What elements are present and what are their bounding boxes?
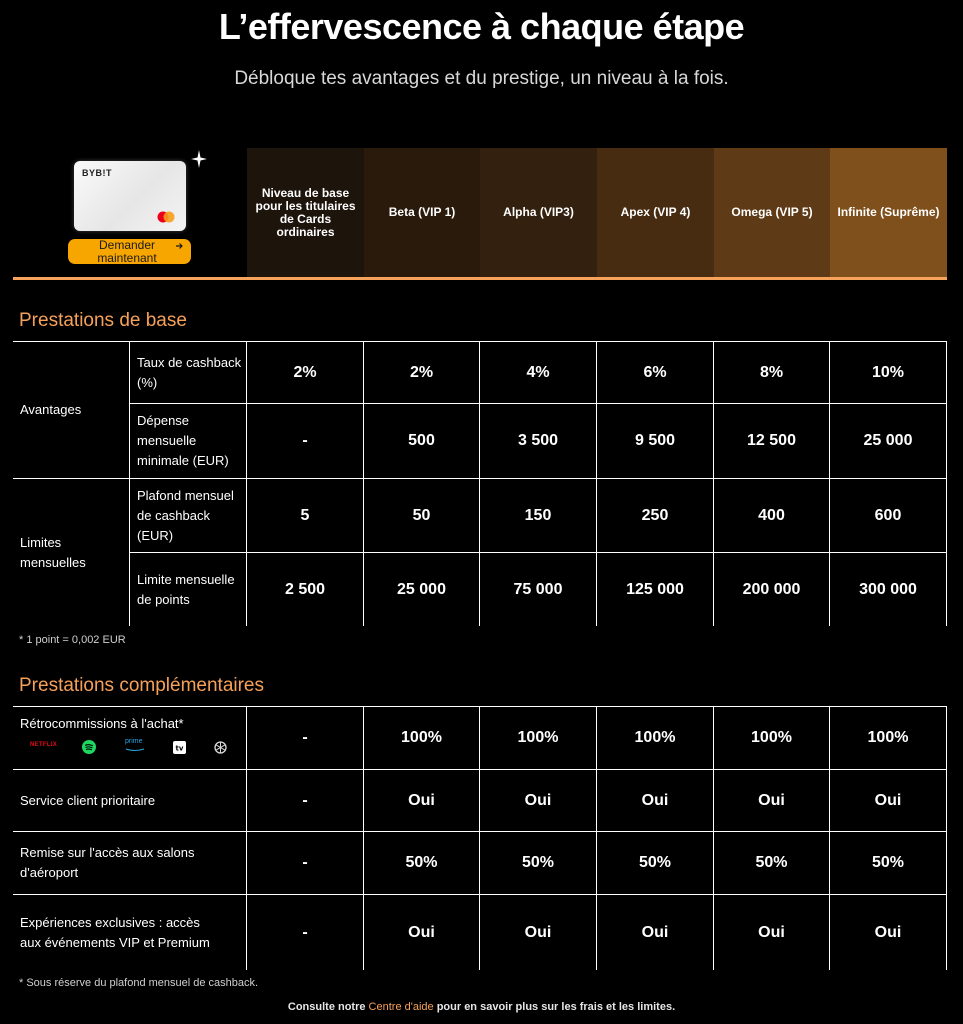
apply-now-label: Demander maintenant — [97, 238, 157, 265]
bybit-card-image — [74, 161, 186, 231]
row-label-min-spend: Dépense mensuelle minimale (EUR) — [137, 413, 229, 468]
base-cell: - — [302, 432, 308, 449]
base-cell: 2% — [409, 363, 434, 381]
extra-cell: Oui — [524, 923, 552, 941]
extra-cell: Oui — [874, 791, 902, 809]
footer-after: pour en savoir plus sur les frais et les limites. — [433, 1001, 676, 1013]
footer-text — [0, 1001, 963, 1013]
extra-cell: Oui — [758, 923, 785, 941]
base-cell: 150 — [524, 506, 552, 524]
tier-header-infinite: Infinite (Suprême) — [830, 148, 947, 277]
extra-cell: - — [302, 854, 308, 871]
base-cell: 12 500 — [747, 432, 796, 449]
base-cell: 8% — [759, 363, 784, 381]
extra-cell: 100% — [634, 729, 676, 746]
grid-line — [946, 706, 947, 970]
extra-section-title: Prestations complémentaires — [19, 675, 264, 696]
group-label-limites: Limites mensuelles — [20, 534, 86, 570]
svg-text:tv: tv — [175, 744, 184, 753]
tier-header-beta: Beta (VIP 1) — [364, 148, 480, 277]
extra-cell: - — [302, 729, 308, 746]
page-subtitle: Débloque tes avantages et du prestige, un niveau à la fois. — [234, 68, 729, 89]
extra-cell: - — [302, 791, 308, 809]
base-cell: 2% — [293, 363, 317, 381]
base-cell: 6% — [643, 363, 667, 381]
base-cell: 75 000 — [513, 580, 563, 598]
extra-cell: 100% — [751, 729, 792, 746]
openai-icon — [213, 740, 228, 755]
partner-logos — [30, 740, 230, 756]
base-cell: 300 000 — [859, 580, 917, 598]
help-center-link[interactable]: Centre d'aide — [368, 1001, 434, 1013]
extra-cell: - — [302, 923, 308, 941]
row-label-points-limit: Limite mensuelle de points — [137, 571, 235, 607]
extra-cell: Oui — [874, 923, 902, 941]
extra-cell: 50% — [755, 854, 788, 871]
extra-cell: Oui — [408, 791, 435, 809]
base-section-title: Prestations de base — [19, 310, 187, 331]
base-cell: 3 500 — [517, 432, 559, 449]
row-label-priority-support: Service client prioritaire — [20, 792, 156, 808]
base-footnote: * 1 point = 0,002 EUR — [19, 634, 126, 646]
apply-now-button[interactable] — [68, 239, 191, 264]
row-label-rebates: Rétrocommissions à l'achat* — [20, 716, 184, 731]
row-label-cashback-rate: Taux de cashback (%) — [137, 354, 242, 390]
base-cell: 250 — [641, 506, 669, 524]
extra-cell: Oui — [408, 923, 435, 941]
base-cell: 4% — [526, 363, 550, 381]
spotify-icon — [82, 740, 96, 754]
grid-line — [129, 341, 130, 626]
base-cell: 125 000 — [626, 580, 684, 598]
extra-cell: Oui — [524, 791, 552, 809]
tier-header-alpha: Alpha (VIP3) — [480, 148, 597, 277]
base-cell: 5 — [300, 506, 310, 524]
footer-before: Consulte notre — [287, 1001, 369, 1013]
sparkle-icon — [191, 150, 207, 168]
extra-cell: 100% — [517, 729, 559, 746]
mastercard-icon — [156, 211, 176, 223]
extra-cell: 50% — [405, 854, 438, 871]
base-cell: 25 000 — [397, 580, 446, 598]
header-divider — [13, 277, 947, 280]
base-cell: 200 000 — [742, 580, 801, 598]
extra-cell: Oui — [641, 923, 669, 941]
tier-header-omega: Omega (VIP 5) — [714, 148, 830, 277]
page-title: L’effervescence à chaque étape — [218, 6, 745, 47]
row-label-exclusive-experiences: Expériences exclusives : accès aux événements VIP et Premium — [20, 914, 210, 950]
prime-smile-icon — [125, 748, 145, 752]
tier-header-apex: Apex (VIP 4) — [597, 148, 714, 277]
extra-cell: 100% — [867, 729, 909, 746]
base-cell: 2 500 — [284, 580, 326, 598]
base-cell: 400 — [758, 506, 785, 524]
base-cell: 25 000 — [863, 432, 913, 449]
row-label-lounge-discount: Remise sur l'accès aux salons d'aéroport — [20, 845, 195, 880]
extra-cell: 100% — [401, 729, 442, 746]
extra-cell: Oui — [758, 791, 785, 809]
base-cell: 500 — [408, 432, 435, 449]
row-label-cashback-cap: Plafond mensuel de cashback (EUR) — [137, 487, 234, 543]
base-cell: 600 — [874, 506, 902, 524]
extra-cell: 50% — [871, 854, 905, 871]
card-brand: BYB!T — [82, 168, 112, 178]
netflix-icon: NETFLIX — [30, 742, 58, 748]
prime-video-icon: prime — [125, 738, 143, 745]
extra-footnote: * Sous réserve du plafond mensuel de cashback. — [19, 977, 259, 989]
base-cell: 10% — [871, 363, 905, 381]
grid-line — [946, 341, 947, 626]
tier-header-base: Niveau de base pour les titulaires de Cards ordinaires — [247, 148, 364, 277]
arrow-right-icon — [175, 242, 183, 250]
base-cell: 50 — [412, 506, 431, 524]
appletv-icon — [173, 741, 186, 754]
extra-cell: 50% — [521, 854, 555, 871]
extra-cell: Oui — [641, 791, 669, 809]
base-cell: 9 500 — [634, 432, 676, 449]
extra-cell: 50% — [638, 854, 672, 871]
group-label-avantages: Avantages — [20, 402, 82, 417]
